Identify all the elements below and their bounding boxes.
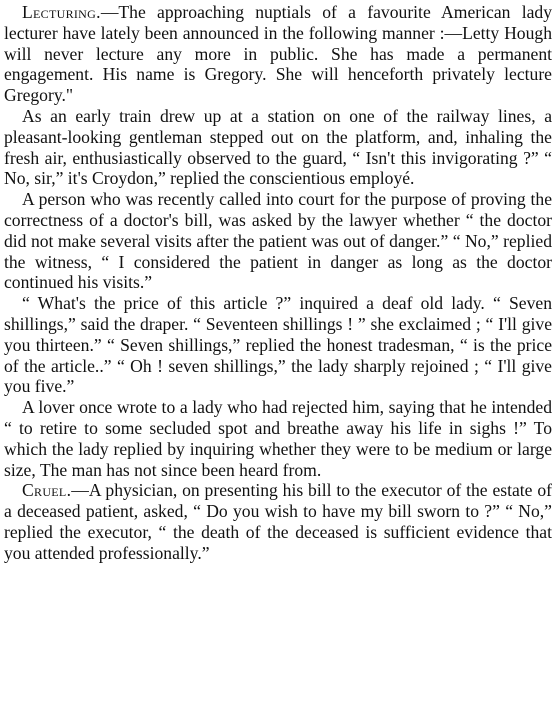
paragraph-cruel [4,480,552,563]
paragraph-text: —The approaching nuptials of a favourite American lady lecturer have lately been announced in the following manner :—Letty Hough will never lecture any more in public. She has made a permanent engagement. His name is Gregory. She will henceforth privately lecture Gregory." [4,2,552,106]
paragraph-deaf-lady [4,293,552,397]
heading-cruel: Cruel. [22,480,72,501]
paragraph-railway [4,106,552,189]
paragraph-text: “ What's the price of this article ?” inquired a deaf old lady. “ Seven shillings,” said the draper. “ Seventeen shillings ! ” she exclaimed ; “ I'll give you thirteen.” “ Seven shillings,” replied the honest tradesman, “ is the price of the article..” “ Oh ! seven shillings,” the lady sharply rejoined ; “ I'll give you five.” [4,293,552,397]
paragraph-lover [4,397,552,480]
paragraph-doctor-bill [4,189,552,293]
paragraph-text: A person who was recently called into court for the purpose of proving the correctness of a doctor's bill, was asked by the lawyer whether “ the doctor did not make several visits after the patient was out of danger.” “ No,” replied the witness, “ I considered the patient in danger as long as the doctor continued his visits.” [4,189,552,293]
paragraph-lecturing [4,2,552,106]
paragraph-text: —A physician, on presenting his bill to the executor of the estate of a deceased patient, asked, “ Do you wish to have my bill sworn to ?” “ No,” replied the executor, “ the death of the deceased is sufficient evidence that you attended professionally.” [4,480,552,563]
newspaper-column [4,2,552,719]
paragraph-text: A lover once wrote to a lady who had rejected him, saying that he intended “ to retire to some secluded spot and breathe away his life in sighs !” To which the lady replied by inquiring whether they were to be medium or large size, The man has not since been heard from. [4,397,552,480]
heading-lecturing: Lecturing. [22,2,101,22]
paragraph-text: As an early train drew up at a station on one of the railway lines, a pleasant-looking gentleman stepped out on the platform, and, inhaling the fresh air, enthusiastically observed to the guard, “ Isn't this invigorating ?” “ No, sir,” it's Croydon,” replied the conscientious employé. [4,105,552,189]
